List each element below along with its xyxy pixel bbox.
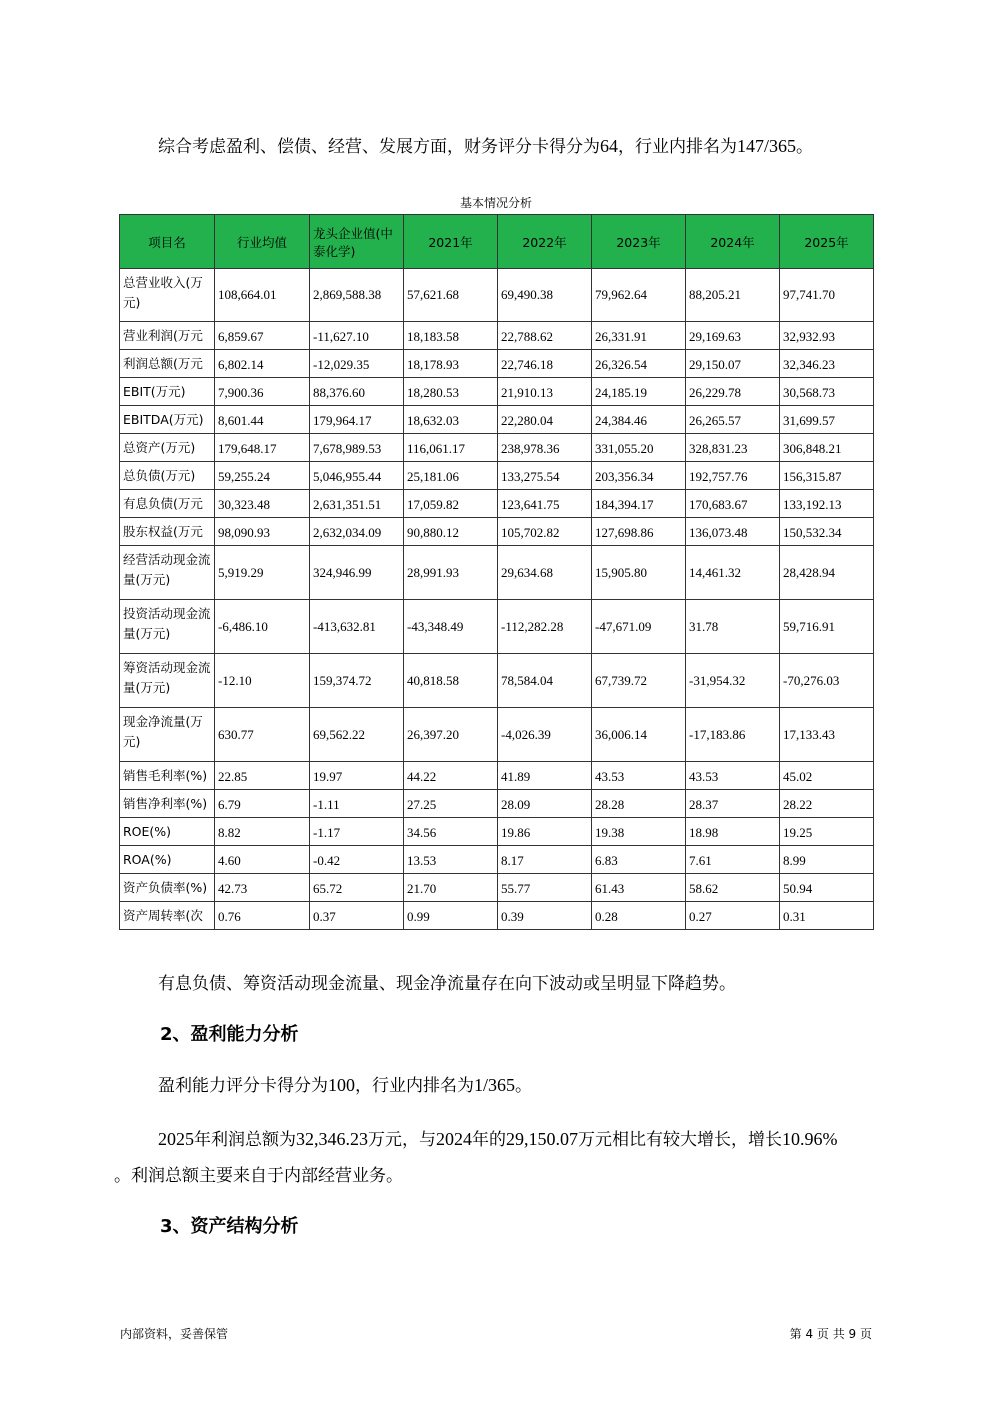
row-label: 筹资活动现金流量(万元): [120, 654, 215, 708]
table-cell: 0.28: [592, 902, 686, 930]
table-cell: 630.77: [215, 708, 310, 762]
table-cell: 17,059.82: [404, 490, 498, 518]
table-cell: 17,133.43: [780, 708, 874, 762]
table-cell: 27.25: [404, 790, 498, 818]
table-row: [120, 322, 874, 350]
table-row: [120, 846, 874, 874]
table-cell: 32,346.23: [780, 350, 874, 378]
row-label: 现金净流量(万元): [120, 708, 215, 762]
table-cell: 90,880.12: [404, 518, 498, 546]
table-cell: 2,632,034.09: [310, 518, 404, 546]
table-cell: 59,716.91: [780, 600, 874, 654]
table-cell: 0.31: [780, 902, 874, 930]
section-heading-asset-structure: 3、资产结构分析: [160, 1216, 299, 1237]
table-cell: 192,757.76: [686, 462, 780, 490]
row-label: ROE(%): [120, 818, 215, 846]
table-cell: 26,265.57: [686, 406, 780, 434]
table-cell: 61.43: [592, 874, 686, 902]
table-cell: 123,641.75: [498, 490, 592, 518]
table-cell: -413,632.81: [310, 600, 404, 654]
row-label: 投资活动现金流量(万元): [120, 600, 215, 654]
table-cell: 22,280.04: [498, 406, 592, 434]
table-cell: -1.17: [310, 818, 404, 846]
table-cell: 21,910.13: [498, 378, 592, 406]
table-cell: 42.73: [215, 874, 310, 902]
table-cell: 26,326.54: [592, 350, 686, 378]
table-cell: 0.27: [686, 902, 780, 930]
table-row: [120, 546, 874, 600]
table-header-row: [120, 215, 874, 269]
table-cell: 203,356.34: [592, 462, 686, 490]
table-cell: 15,905.80: [592, 546, 686, 600]
header-cell: 行业均值: [215, 215, 310, 269]
table-row: [120, 406, 874, 434]
table-cell: 26,331.91: [592, 322, 686, 350]
trend-note: 有息负债、筹资活动现金流量、现金净流量存在向下波动或呈明显下降趋势。: [158, 974, 736, 994]
table-cell: 179,648.17: [215, 434, 310, 462]
table-cell: 6.83: [592, 846, 686, 874]
header-cell: 2022年: [498, 215, 592, 269]
table-cell: -1.11: [310, 790, 404, 818]
row-label: 总营业收入(万元): [120, 269, 215, 322]
table-row: [120, 600, 874, 654]
row-label: 经营活动现金流量(万元): [120, 546, 215, 600]
table-cell: 136,073.48: [686, 518, 780, 546]
table-cell: 22,788.62: [498, 322, 592, 350]
table-row: [120, 762, 874, 790]
table-cell: 21.70: [404, 874, 498, 902]
table-cell: 0.76: [215, 902, 310, 930]
table-cell: 29,634.68: [498, 546, 592, 600]
table-cell: 4.60: [215, 846, 310, 874]
table-cell: 179,964.17: [310, 406, 404, 434]
table-cell: 2,631,351.51: [310, 490, 404, 518]
table-cell: -70,276.03: [780, 654, 874, 708]
row-label: ROA(%): [120, 846, 215, 874]
profit-paragraph-line2: 。利润总额主要来自于内部经营业务。: [114, 1166, 403, 1186]
table-cell: 19.97: [310, 762, 404, 790]
table-cell: 32,932.93: [780, 322, 874, 350]
table-row: [120, 269, 874, 322]
table-cell: -31,954.32: [686, 654, 780, 708]
table-cell: 18,178.93: [404, 350, 498, 378]
table-cell: 6,802.14: [215, 350, 310, 378]
table-cell: 26,229.78: [686, 378, 780, 406]
table-cell: 28,428.94: [780, 546, 874, 600]
table-cell: 133,192.13: [780, 490, 874, 518]
table-row: [120, 434, 874, 462]
table-cell: 44.22: [404, 762, 498, 790]
table-cell: 30,568.73: [780, 378, 874, 406]
table-cell: 324,946.99: [310, 546, 404, 600]
table-cell: 8,601.44: [215, 406, 310, 434]
table-cell: 7,678,989.53: [310, 434, 404, 462]
table-cell: -11,627.10: [310, 322, 404, 350]
table-cell: 2,869,588.38: [310, 269, 404, 322]
table-cell: 5,046,955.44: [310, 462, 404, 490]
profitability-score: 盈利能力评分卡得分为100，行业内排名为1/365。: [158, 1075, 533, 1096]
financial-table: [119, 214, 874, 930]
profit-paragraph-line1: 2025年利润总额为32,346.23万元，与2024年的29,150.07万元相比有较大增长，增长10.96%: [158, 1129, 838, 1150]
table-cell: -112,282.28: [498, 600, 592, 654]
table-cell: 0.37: [310, 902, 404, 930]
table-cell: 159,374.72: [310, 654, 404, 708]
row-label: 营业利润(万元: [120, 322, 215, 350]
table-cell: 34.56: [404, 818, 498, 846]
header-cell: 龙头企业值(中泰化学): [310, 215, 404, 269]
table-cell: -12.10: [215, 654, 310, 708]
table-cell: 116,061.17: [404, 434, 498, 462]
table-cell: 41.89: [498, 762, 592, 790]
row-label: 资产负债率(%): [120, 874, 215, 902]
table-cell: 79,962.64: [592, 269, 686, 322]
table-cell: 59,255.24: [215, 462, 310, 490]
table-row: [120, 350, 874, 378]
table-cell: 18.98: [686, 818, 780, 846]
header-cell: 2024年: [686, 215, 780, 269]
table-row: [120, 790, 874, 818]
table-cell: 19.38: [592, 818, 686, 846]
table-cell: -4,026.39: [498, 708, 592, 762]
table-cell: 127,698.86: [592, 518, 686, 546]
table-cell: 58.62: [686, 874, 780, 902]
header-cell: 2021年: [404, 215, 498, 269]
table-cell: 29,169.63: [686, 322, 780, 350]
table-cell: 26,397.20: [404, 708, 498, 762]
table-cell: 29,150.07: [686, 350, 780, 378]
table-cell: 43.53: [592, 762, 686, 790]
header-cell: 2025年: [780, 215, 874, 269]
table-cell: 28.22: [780, 790, 874, 818]
table-cell: 22.85: [215, 762, 310, 790]
table-cell: -0.42: [310, 846, 404, 874]
table-cell: -6,486.10: [215, 600, 310, 654]
table-cell: 18,183.58: [404, 322, 498, 350]
table-cell: 8.82: [215, 818, 310, 846]
table-cell: 65.72: [310, 874, 404, 902]
table-cell: 8.99: [780, 846, 874, 874]
table-cell: 24,384.46: [592, 406, 686, 434]
table-cell: 6.79: [215, 790, 310, 818]
table-cell: 78,584.04: [498, 654, 592, 708]
table-cell: 25,181.06: [404, 462, 498, 490]
table-cell: 19.25: [780, 818, 874, 846]
table-cell: 5,919.29: [215, 546, 310, 600]
row-label: 股东权益(万元: [120, 518, 215, 546]
row-label: EBITDA(万元): [120, 406, 215, 434]
table-caption: 基本情况分析: [459, 196, 532, 210]
table-cell: 69,490.38: [498, 269, 592, 322]
table-cell: 67,739.72: [592, 654, 686, 708]
table-row: [120, 490, 874, 518]
table-cell: 133,275.54: [498, 462, 592, 490]
table-cell: 69,562.22: [310, 708, 404, 762]
table-row: [120, 654, 874, 708]
table-cell: 150,532.34: [780, 518, 874, 546]
header-cell: 2023年: [592, 215, 686, 269]
table-cell: 6,859.67: [215, 322, 310, 350]
row-label: 利润总额(万元: [120, 350, 215, 378]
table-cell: 18,280.53: [404, 378, 498, 406]
row-label: 资产周转率(次: [120, 902, 215, 930]
table-cell: -12,029.35: [310, 350, 404, 378]
table-row: [120, 518, 874, 546]
table-row: [120, 378, 874, 406]
table-cell: 36,006.14: [592, 708, 686, 762]
table-cell: 105,702.82: [498, 518, 592, 546]
table-cell: 57,621.68: [404, 269, 498, 322]
table-cell: 156,315.87: [780, 462, 874, 490]
table-row: [120, 708, 874, 762]
table-cell: 8.17: [498, 846, 592, 874]
table-cell: 28.37: [686, 790, 780, 818]
table-row: [120, 902, 874, 930]
table-cell: 22,746.18: [498, 350, 592, 378]
row-label: 有息负债(万元: [120, 490, 215, 518]
table-cell: 7.61: [686, 846, 780, 874]
table-cell: -47,671.09: [592, 600, 686, 654]
table-cell: -43,348.49: [404, 600, 498, 654]
table-row: [120, 818, 874, 846]
intro-paragraph: 综合考虑盈利、偿债、经营、发展方面，财务评分卡得分为64，行业内排名为147/365。: [158, 136, 814, 157]
table-row: [120, 874, 874, 902]
footer-page-number: 第 4 页 共 9 页: [789, 1327, 872, 1341]
table-cell: 50.94: [780, 874, 874, 902]
row-label: 销售毛利率(%): [120, 762, 215, 790]
header-cell: 项目名: [120, 215, 215, 269]
table-cell: 31.78: [686, 600, 780, 654]
table-cell: 30,323.48: [215, 490, 310, 518]
table-cell: 170,683.67: [686, 490, 780, 518]
table-cell: 238,978.36: [498, 434, 592, 462]
table-row: [120, 462, 874, 490]
table-cell: 184,394.17: [592, 490, 686, 518]
table-cell: 28.09: [498, 790, 592, 818]
table-cell: 18,632.03: [404, 406, 498, 434]
table-cell: 108,664.01: [215, 269, 310, 322]
row-label: EBIT(万元): [120, 378, 215, 406]
table-cell: 331,055.20: [592, 434, 686, 462]
table-cell: 55.77: [498, 874, 592, 902]
table-cell: 306,848.21: [780, 434, 874, 462]
table-cell: 45.02: [780, 762, 874, 790]
section-heading-profitability: 2、盈利能力分析: [160, 1024, 299, 1045]
table-cell: -17,183.86: [686, 708, 780, 762]
table-cell: 28,991.93: [404, 546, 498, 600]
table-cell: 19.86: [498, 818, 592, 846]
table-cell: 43.53: [686, 762, 780, 790]
table-cell: 13.53: [404, 846, 498, 874]
table-cell: 28.28: [592, 790, 686, 818]
table-cell: 88,376.60: [310, 378, 404, 406]
row-label: 销售净利率(%): [120, 790, 215, 818]
table-cell: 0.99: [404, 902, 498, 930]
table-cell: 24,185.19: [592, 378, 686, 406]
row-label: 总资产(万元): [120, 434, 215, 462]
table-cell: 328,831.23: [686, 434, 780, 462]
table-cell: 0.39: [498, 902, 592, 930]
table-cell: 40,818.58: [404, 654, 498, 708]
row-label: 总负债(万元): [120, 462, 215, 490]
table-cell: 31,699.57: [780, 406, 874, 434]
footer-confidential: 内部资料，妥善保管: [120, 1327, 229, 1341]
table-cell: 98,090.93: [215, 518, 310, 546]
table-cell: 88,205.21: [686, 269, 780, 322]
table-cell: 97,741.70: [780, 269, 874, 322]
table-cell: 7,900.36: [215, 378, 310, 406]
table-cell: 14,461.32: [686, 546, 780, 600]
